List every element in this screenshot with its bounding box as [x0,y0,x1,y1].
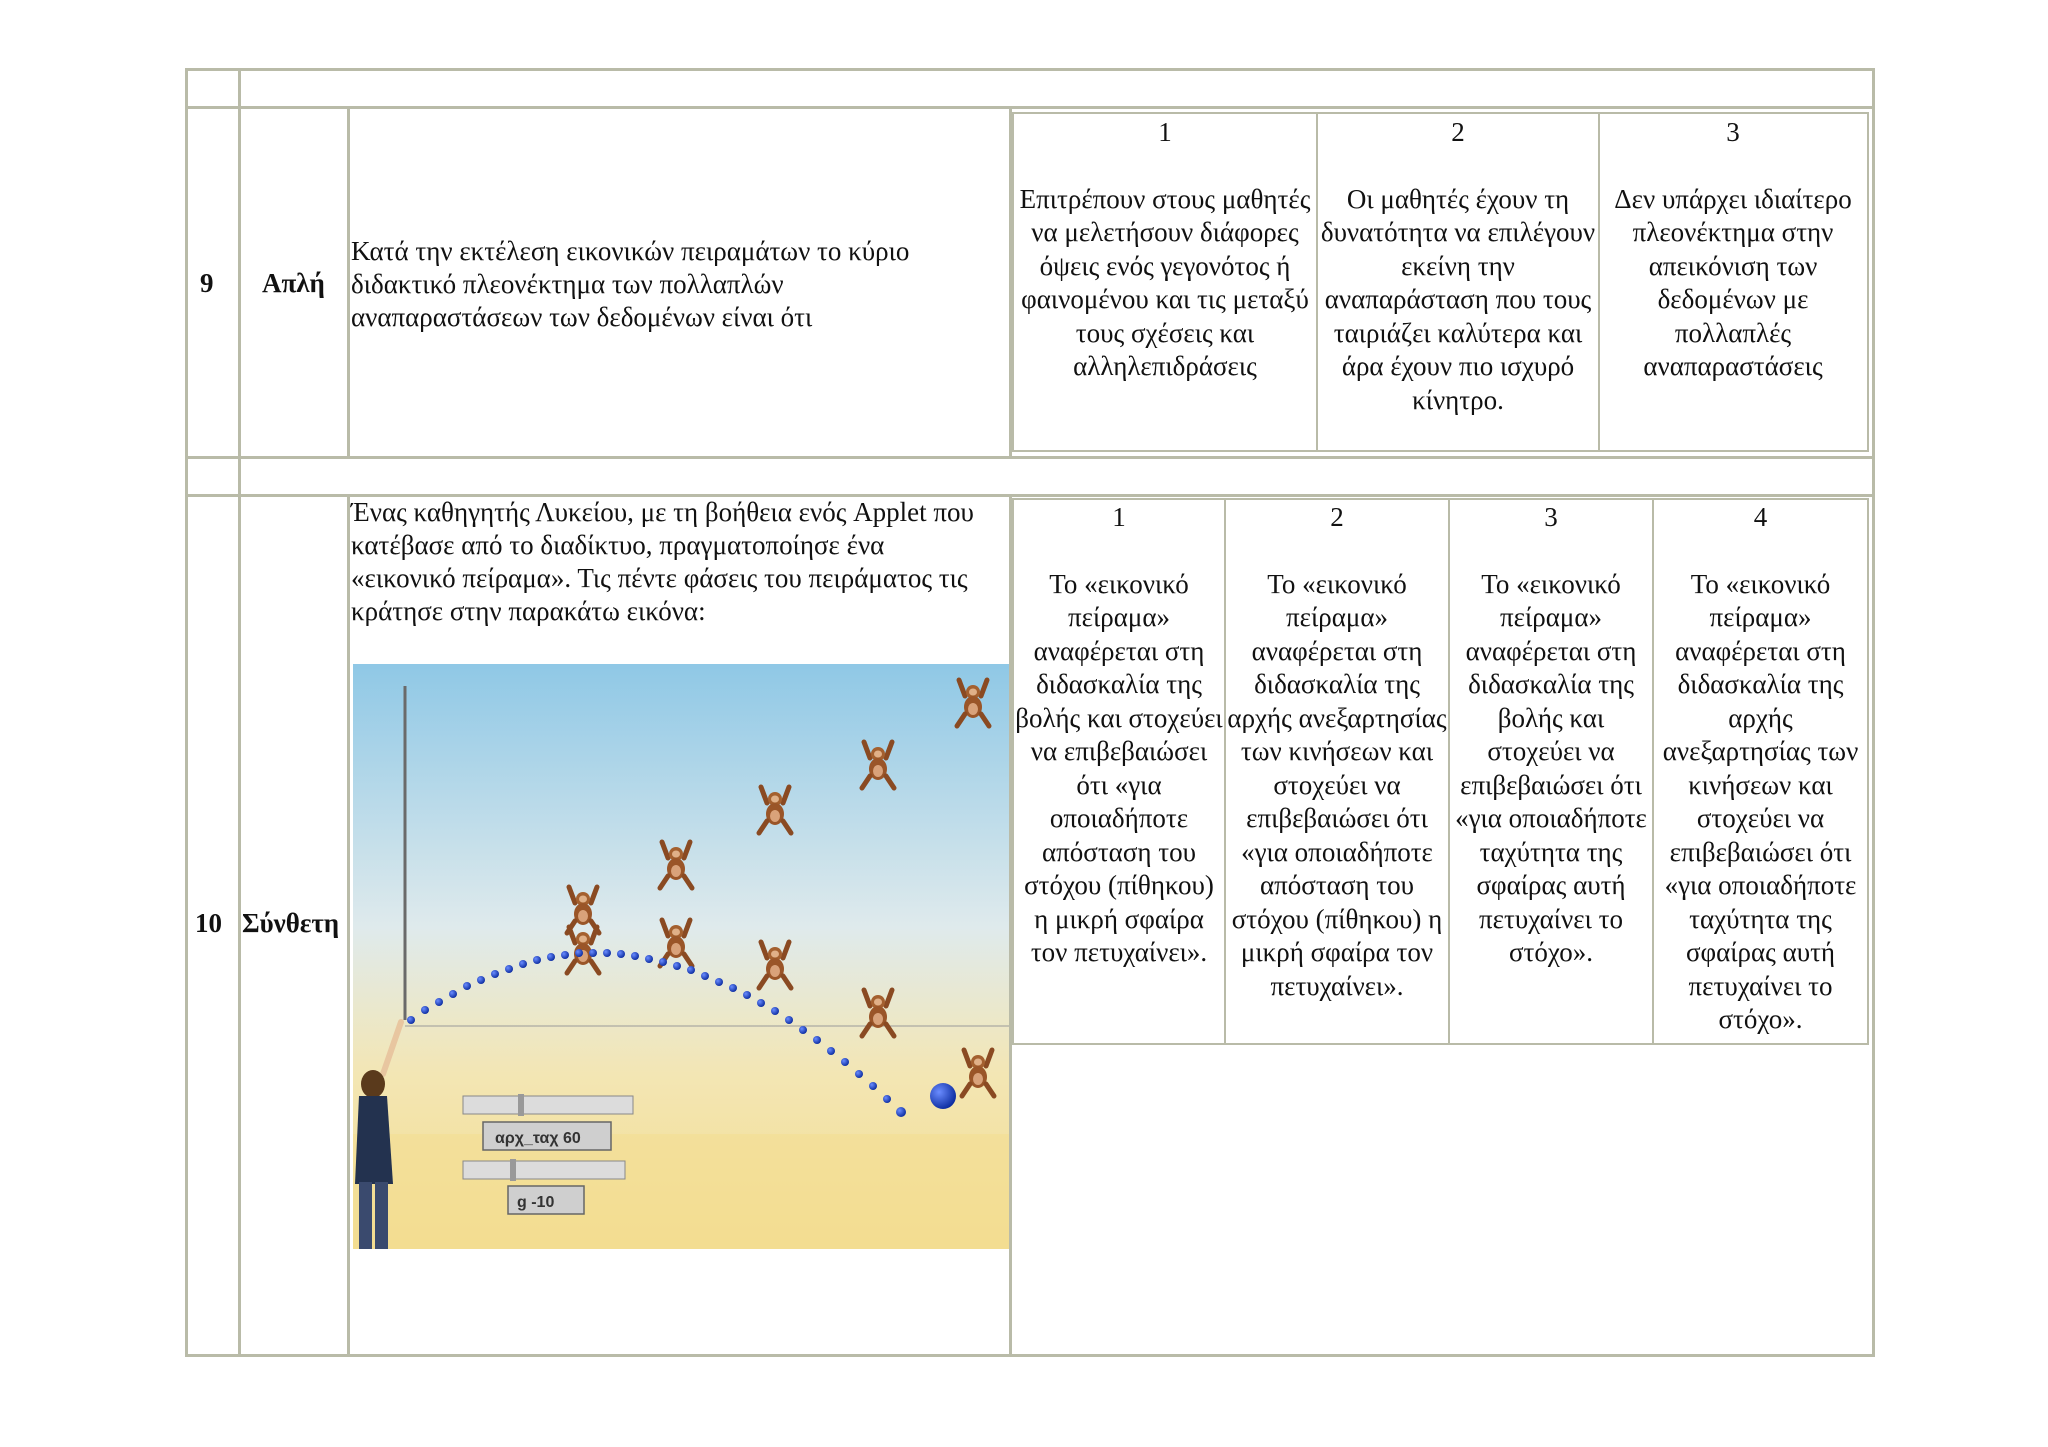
applet-screenshot [353,664,1009,1249]
option-text: Το «εικονικό πείραμα» αναφέρεται στη διδασκαλία της αρχής ανεξαρτησίας των κινήσεων και στοχεύει να επιβεβαιώσει ότι «για οποιαδήποτε απόσταση του στόχου (πίθηκου) η μικρή σφαίρα τον πετυχαίνει». [1227,568,1447,1001]
question-number: 10 [195,908,222,938]
option-text: Επιτρέπουν στους μαθητές να μελετήσουν διάφορες όψεις ενός γεγονότος ή φαινομένου και τις μεταξύ τους σχέσεις και αλληλεπιδράσεις [1019,183,1311,381]
option-text: Το «εικονικό πείραμα» αναφέρεται στη διδασκαλία της βολής και στοχεύει να επιβεβαιώσει ότι «για οποιαδήποτε ταχύτητα της σφαίρας αυτή πετυχαίνει το στόχο». [1455,568,1647,967]
option-number: 2 [1330,502,1344,532]
option-3 [1450,501,1652,970]
table-border [185,106,1875,109]
table-border [347,494,350,1357]
option-text: Δεν υπάρχει ιδιαίτερο πλεονέκτημα στην απεικόνιση των δεδομένων με πολλαπλές αναπαραστάσεις [1614,183,1852,381]
table-border [185,68,188,1357]
question-text: Ένας καθηγητής Λυκείου, με τη βοήθεια ενός Applet που κατέβασε από το διαδίκτυο, πραγματοποίησε ένα «εικονικό πείραμα». Τις πέντε φάσεις του πειράματος τις κράτησε στην παρακάτω εικόνα: [351,497,974,626]
option-number: 2 [1451,117,1465,147]
table-border [238,68,241,1357]
option-number: 1 [1112,502,1126,532]
table-border [185,1354,1875,1357]
option-text: Το «εικονικό πείραμα» αναφέρεται στη διδασκαλία της αρχής ανεξαρτησίας των κινήσεων και στοχεύει να επιβεβαιώσει ότι «για οποιαδήποτε ταχύτητα της σφαίρας αυτή πετυχαίνει το στόχο». [1662,568,1859,1034]
table-border [1872,68,1875,1357]
difficulty-label: Σύνθετη [242,908,340,938]
question-text: Κατά την εκτέλεση εικονικών πειραμάτων το κύριο διδακτικό πλεονέκτημα των πολλαπλών αναπαραστάσεων των δεδομένων είναι ότι [351,236,910,332]
option-number: 1 [1158,117,1172,147]
option-2 [1226,501,1448,1003]
table-border [185,68,1875,71]
slider-label-speed: αρχ_ταχ 60 [495,1130,581,1147]
option-number: 3 [1544,502,1558,532]
option-1 [1014,501,1224,970]
option-number: 3 [1726,117,1740,147]
option-2 [1318,116,1598,417]
option-text: Οι μαθητές έχουν τη δυνατότητα να επιλέγουν εκείνη την αναπαράσταση που τους ταιριάζει καλύτερα και άρα έχουν πιο ισχυρό κίνητρο. [1320,183,1596,415]
option-3 [1600,116,1866,384]
option-number: 4 [1753,502,1768,532]
applet-figure [353,664,1009,1249]
option-1 [1014,116,1316,384]
option-4 [1654,501,1867,1037]
slider-label-gravity: g -10 [517,1194,555,1211]
difficulty-label: Απλή [262,268,325,298]
table-border [185,456,1875,459]
table-border [347,106,350,459]
question-number: 9 [200,268,214,298]
option-text: Το «εικονικό πείραμα» αναφέρεται στη διδασκαλία της βολής και στοχεύει να επιβεβαιώσει ότι «για οποιαδήποτε απόσταση του στόχου (πίθηκου) η μικρή σφαίρα τον πετυχαίνει». [1015,568,1223,967]
